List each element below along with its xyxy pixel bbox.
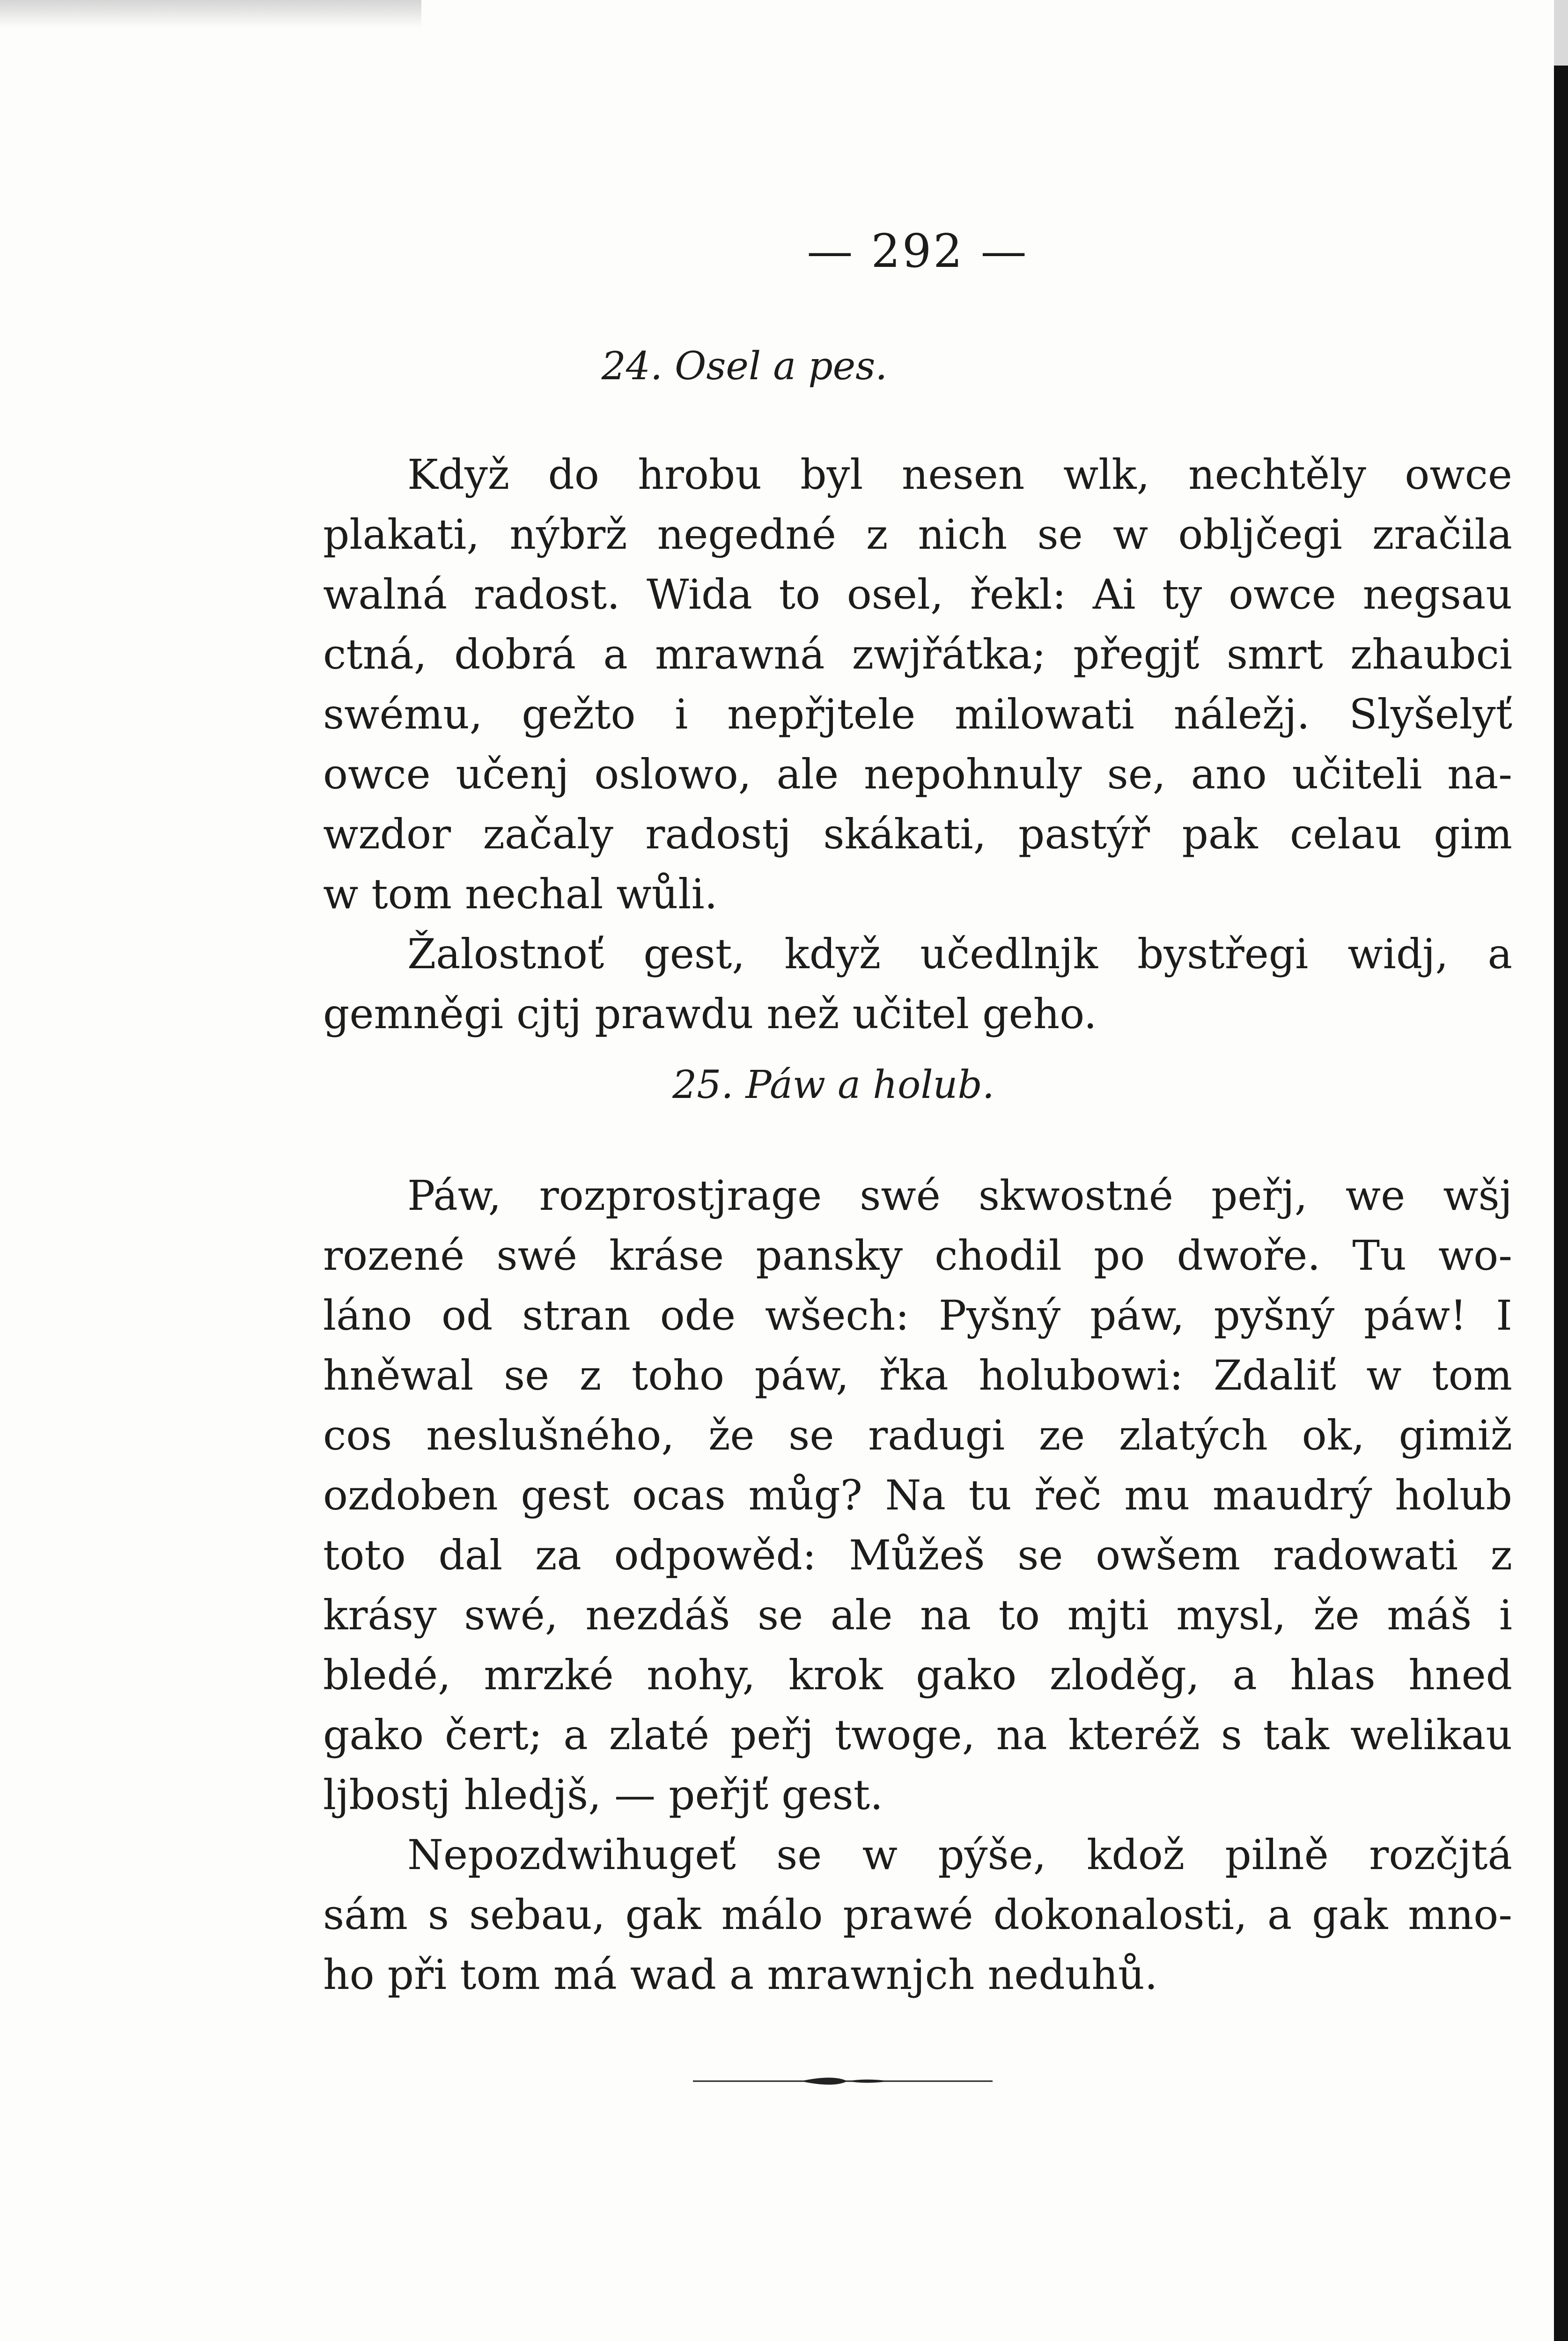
text-line: cos neslušného, že se radugi ze zlatých ok, gimiž — [323, 1411, 1512, 1459]
text-line: toto dal za odpowěd: Můžeš se owšem radowati z — [323, 1531, 1512, 1579]
page-number: — 292 — — [807, 225, 1029, 278]
text-line: krásy swé, nezdáš se ale na to mjti mysl, že máš i — [323, 1591, 1512, 1639]
text-line: w tom nechal wůli. — [323, 870, 718, 918]
fable-24-text — [323, 445, 1512, 1044]
moral-line: ho při tom má wad a mrawnjch neduhů. — [323, 1951, 1158, 1999]
text-line: bledé, mrzké nohy, krok gako zloděg, a hlas hned — [323, 1651, 1512, 1699]
scan-edge — [1554, 66, 1568, 2341]
text-line: swému, gežto i nepřjtele milowati náležj. Slyšelyť — [323, 690, 1512, 738]
text-line: ozdoben gest ocas můg? Na tu řeč mu maudrý holub — [323, 1471, 1512, 1519]
fable-25-title: 25. Páw a holub. — [672, 1063, 994, 1107]
text-line: Když do hrobu byl nesen wlk, nechtěly owce — [407, 450, 1512, 499]
text-line: owce učenj oslowo, ale nepohnuly se, ano učiteli na- — [323, 750, 1512, 798]
scan-edge-top — [1554, 0, 1568, 66]
text-line: láno od stran ode wšech: Pyšný páw, pyšný páw! I — [323, 1291, 1512, 1340]
text-line: ctná, dobrá a mrawná zwjřátka; přegjť smrt zhaubci — [323, 630, 1512, 678]
moral-line: Nepozdwihugeť se w pýše, kdož pilně rozčjtá — [407, 1831, 1512, 1879]
text-line: Páw, rozprostjrage swé skwostné peřj, we wšj — [407, 1171, 1512, 1220]
text-line: wzdor začaly radostj skákati, pastýř pak celau gim — [323, 810, 1512, 858]
scan-smudge — [0, 0, 421, 28]
text-line: hněwal se z toho páw, řka holubowi: Zdaliť w tom — [323, 1351, 1512, 1399]
moral-line: Žalostnoť gest, když učedlnjk bystřegi widj, a — [407, 930, 1512, 978]
text-line: gako čert; a zlaté peřj twoge, na kteréž s tak welikau — [323, 1711, 1512, 1759]
text-line: walná radost. Wida to osel, řekl: Ai ty owce negsau — [323, 570, 1512, 618]
fable-24-title: 24. Osel a pes. — [601, 344, 888, 389]
text-line: rozené swé kráse pansky chodil po dwoře. Tu wo- — [323, 1231, 1512, 1280]
text-line: ljbostj hledjš, — peřjť gest. — [323, 1771, 883, 1819]
end-ornament-divider — [693, 2074, 993, 2088]
text-line: plakati, nýbrž negedné z nich se w oblјčegi zračila — [323, 510, 1512, 559]
moral-line: sám s sebau, gak málo prawé dokonalosti, a gak mno- — [323, 1891, 1512, 1939]
fable-25-text — [323, 1166, 1512, 2005]
moral-line: gemněgi cjtj prawdu než učitel geho. — [323, 990, 1097, 1038]
